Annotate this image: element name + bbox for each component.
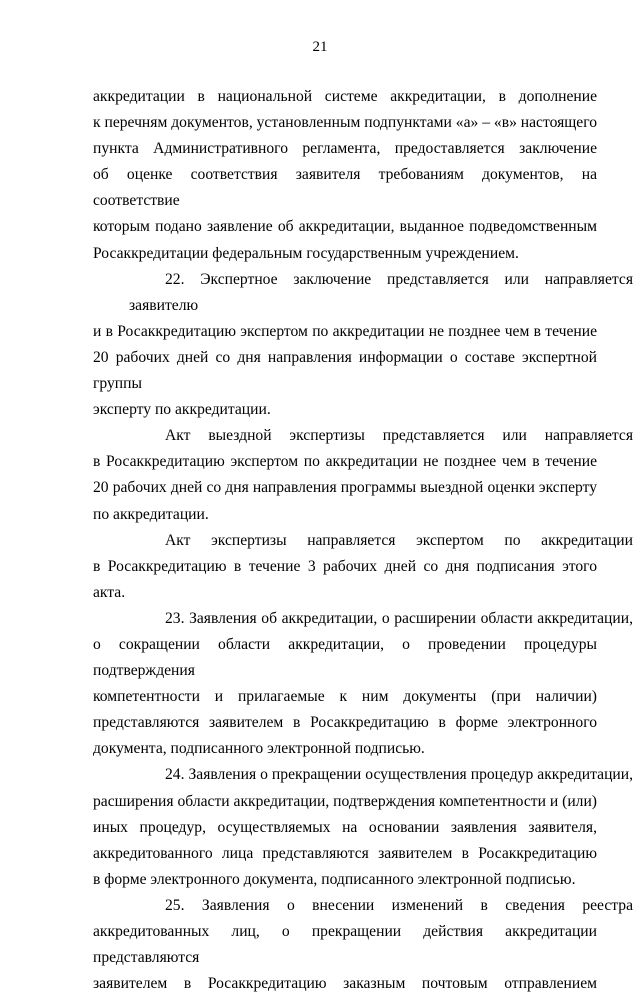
paragraph — [93, 267, 633, 424]
text-line — [93, 919, 597, 971]
text-line-content: в форме электронного документа, подписанного электронной подписью. — [93, 870, 576, 888]
page-number: 21 — [312, 39, 328, 55]
document-body — [93, 84, 633, 997]
text-line-content: о сокращении области аккредитации, о проведении процедуры подтверждения — [93, 635, 597, 680]
text-line — [93, 136, 597, 162]
text-line — [93, 710, 597, 736]
text-line-content: документа, подписанного электронной подписью. — [93, 740, 425, 758]
text-line-content: 25. Заявления о внесении изменений в сведения реестра — [165, 896, 633, 914]
paragraph — [93, 84, 597, 267]
text-line — [93, 241, 597, 267]
text-line — [93, 397, 597, 423]
text-line-content: 20 рабочих дней со дня направления программы выездной оценки эксперту — [93, 479, 597, 497]
text-line-content: по аккредитации. — [93, 505, 209, 523]
text-line — [93, 554, 597, 606]
text-line-content: иных процедур, осуществляемых на основании заявления заявителя, — [93, 818, 597, 836]
text-line-content: об оценке соответствия заявителя требованиям документов, на соответствие — [93, 166, 597, 210]
text-line-content: заявителем в Росаккредитацию заказным почтовым отправлением — [93, 975, 597, 993]
text-line — [93, 632, 597, 684]
text-line-content: и в Росаккредитацию экспертом по аккредитации не позднее чем в течение — [93, 322, 597, 340]
text-line-content: представляются заявителем в Росаккредитацию в форме электронного — [93, 714, 597, 732]
text-line — [93, 449, 597, 475]
text-line-content: в Росаккредитацию в течение 3 рабочих дней со дня подписания этого акта. — [93, 557, 597, 601]
text-line-content: к перечням документов, установленным подпунктами «а» – «в» настоящего — [93, 114, 597, 132]
paragraph — [93, 762, 633, 892]
text-line — [93, 606, 633, 632]
text-line-content: 20 рабочих дней со дня направления информации о составе экспертной группы — [93, 348, 597, 393]
text-line — [93, 162, 597, 214]
text-line-content: аккредитованного лица представляются заявителем в Росаккредитацию — [93, 844, 597, 862]
text-line — [93, 267, 633, 319]
text-line — [93, 502, 597, 528]
text-line — [93, 214, 597, 240]
text-line-content: 22. Экспертное заключение представляется или направляется заявителю — [129, 270, 633, 314]
paragraph — [93, 423, 633, 527]
paragraph — [93, 606, 633, 763]
text-line — [93, 789, 597, 815]
text-line — [93, 475, 597, 501]
text-line — [93, 84, 597, 110]
text-line — [93, 841, 597, 867]
text-line-content: компетентности и прилагаемые к ним документы (при наличии) — [93, 688, 597, 706]
text-line — [93, 345, 597, 397]
text-line-content: расширения области аккредитации, подтверждения компетентности и (или) — [93, 792, 597, 810]
text-line — [93, 893, 633, 919]
text-line — [93, 971, 597, 997]
text-line-content: Акт выездной экспертизы представляется или направляется — [165, 427, 633, 445]
text-line-content: эксперту по аккредитации. — [93, 401, 271, 419]
text-line — [93, 110, 597, 136]
text-line — [93, 867, 597, 893]
text-line — [93, 815, 597, 841]
text-line-content: которым подано заявление об аккредитации, выданное подведомственным — [93, 218, 597, 236]
paragraph — [93, 528, 633, 606]
text-line — [93, 423, 633, 449]
text-line — [93, 319, 597, 345]
text-line — [93, 736, 597, 762]
text-line-content: 23. Заявления об аккредитации, о расширении области аккредитации, — [165, 609, 633, 627]
text-line-content: 24. Заявления о прекращении осуществления процедур аккредитации, — [165, 766, 633, 784]
paragraph — [93, 893, 633, 997]
text-line — [93, 762, 633, 788]
text-line-content: аккредитации в национальной системе аккредитации, в дополнение — [93, 88, 597, 105]
text-line-content: аккредитованных лиц, о прекращении действия аккредитации представляются — [93, 923, 597, 967]
text-line — [93, 528, 633, 554]
text-line-content: Акт экспертизы направляется экспертом по аккредитации — [165, 531, 633, 549]
text-line-content: Росаккредитации федеральным государственным учреждением. — [93, 244, 519, 262]
text-line-content: пункта Административного регламента, предоставляется заключение — [93, 140, 597, 158]
text-line — [93, 684, 597, 710]
text-line-content: в Росаккредитацию экспертом по аккредитации не позднее чем в течение — [93, 453, 597, 471]
